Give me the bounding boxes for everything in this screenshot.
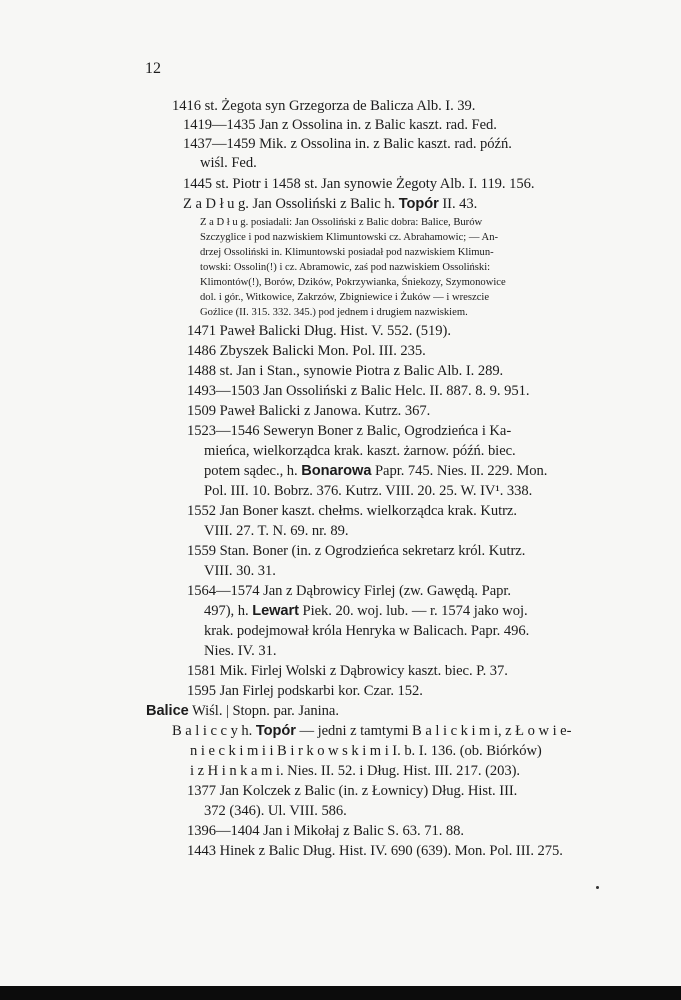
text-line: 372 (346). Ul. VIII. 586. bbox=[204, 803, 347, 819]
text-line: 1488 st. Jan i Stan., synowie Piotra z Balic Alb. I. 289. bbox=[187, 363, 504, 379]
footnote-line: drzej Ossoliński in. Klimuntowski posiadał pod nazwiskiem Klimun- bbox=[200, 247, 494, 258]
text-line: Pol. III. 10. Bobrz. 376. Kutrz. VIII. 20. 25. W. IV¹. 338. bbox=[204, 483, 533, 499]
footnote-line: dol. i gór., Witkowice, Zakrzów, Zbigniewice i Żuków — i wreszcie bbox=[200, 292, 490, 303]
text-line: Z a D ł u g. Jan Ossoliński z Balic h. Topór II. 43. bbox=[183, 196, 478, 212]
footnote-line: towski: Ossolin(!) i cz. Abramowic, zaś pod nazwiskiem Ossoliński: bbox=[200, 262, 491, 273]
text-line: mieńca, wielkorządca krak. kaszt. żarnow. późń. biec. bbox=[204, 443, 516, 459]
text-line: 1486 Zbyszek Balicki Mon. Pol. III. 235. bbox=[187, 343, 426, 359]
footnote-line: Klimontów(!), Borów, Dzików, Pokrzywianka, Śniekozy, Szymonowice bbox=[200, 277, 506, 288]
text-line: 1559 Stan. Boner (in. z Ogrodzieńca sekretarz król. Kutrz. bbox=[187, 543, 526, 559]
footnote-line: Szczyglice i pod nazwiskiem Klimuntowski cz. Abrahamowic; — An- bbox=[200, 232, 499, 243]
text-line: 1595 Jan Firlej podskarbi kor. Czar. 152. bbox=[187, 683, 423, 699]
footnote-line: Goźlice (II. 315. 332. 345.) pod jednem i drugiem nazwiskiem. bbox=[200, 307, 468, 318]
text-line: Balice Wiśl. | Stopn. par. Janina. bbox=[146, 703, 339, 719]
text-line: 1437—1459 Mik. z Ossolina in. z Balic kaszt. rad. późń. bbox=[183, 136, 512, 152]
scan-edge bbox=[0, 986, 681, 1000]
text-line: potem sądec., h. Bonarowa Papr. 745. Nies. II. 229. Mon. bbox=[204, 463, 548, 479]
text-line: VIII. 30. 31. bbox=[204, 563, 276, 579]
text-line: 1564—1574 Jan z Dąbrowicy Firlej (zw. Gawędą. Papr. bbox=[187, 583, 511, 599]
text-line: krak. podejmował króla Henryka w Balicach. Papr. 496. bbox=[204, 623, 530, 639]
page-number: 12 bbox=[145, 60, 161, 77]
text-line: 1416 st. Żegota syn Grzegorza de Balicza Alb. I. 39. bbox=[172, 98, 476, 114]
text-line: 1509 Paweł Balicki z Janowa. Kutrz. 367. bbox=[187, 403, 431, 419]
ink-speck bbox=[596, 886, 599, 889]
text-line: n i e c k i m i i B i r k o w s k i m i I. b. I. 136. (ob. Biórków) bbox=[190, 743, 542, 759]
text-line: 1471 Paweł Balicki Dług. Hist. V. 552. (519). bbox=[187, 323, 451, 339]
text-line: wiśl. Fed. bbox=[200, 155, 257, 171]
text-line: i z H i n k a m i. Nies. II. 52. i Dług. Hist. III. 217. (203). bbox=[190, 763, 521, 779]
text-line: 497), h. Lewart Piek. 20. woj. lub. — r. 1574 jako woj. bbox=[204, 603, 528, 619]
text-line: 1552 Jan Boner kaszt. chełms. wielkorządca krak. Kutrz. bbox=[187, 503, 517, 519]
text-line: 1445 st. Piotr i 1458 st. Jan synowie Żegoty Alb. I. 119. 156. bbox=[183, 176, 535, 192]
text-line: 1443 Hinek z Balic Dług. Hist. IV. 690 (639). Mon. Pol. III. 275. bbox=[187, 843, 563, 859]
text-line: 1377 Jan Kolczek z Balic (in. z Łownicy) Dług. Hist. III. bbox=[187, 783, 518, 799]
text-line: VIII. 27. T. N. 69. nr. 89. bbox=[204, 523, 349, 539]
footnote-line: Z a D ł u g. posiadali: Jan Ossoliński z Balic dobra: Balice, Burów bbox=[200, 217, 483, 228]
text-line: 1523—1546 Seweryn Boner z Balic, Ogrodzieńca i Ka- bbox=[187, 423, 512, 439]
text-line: Nies. IV. 31. bbox=[204, 643, 277, 659]
text-line: 1493—1503 Jan Ossoliński z Balic Helc. II. 887. 8. 9. 951. bbox=[187, 383, 530, 399]
text-line: 1581 Mik. Firlej Wolski z Dąbrowicy kaszt. biec. P. 37. bbox=[187, 663, 508, 679]
text-line: B a l i c c y h. Topór — jedni z tamtymi B a l i c k i m i, z Ł o w i e- bbox=[172, 723, 572, 739]
text-line: 1396—1404 Jan i Mikołaj z Balic S. 63. 71. 88. bbox=[187, 823, 464, 839]
text-line: 1419—1435 Jan z Ossolina in. z Balic kaszt. rad. Fed. bbox=[183, 117, 497, 133]
